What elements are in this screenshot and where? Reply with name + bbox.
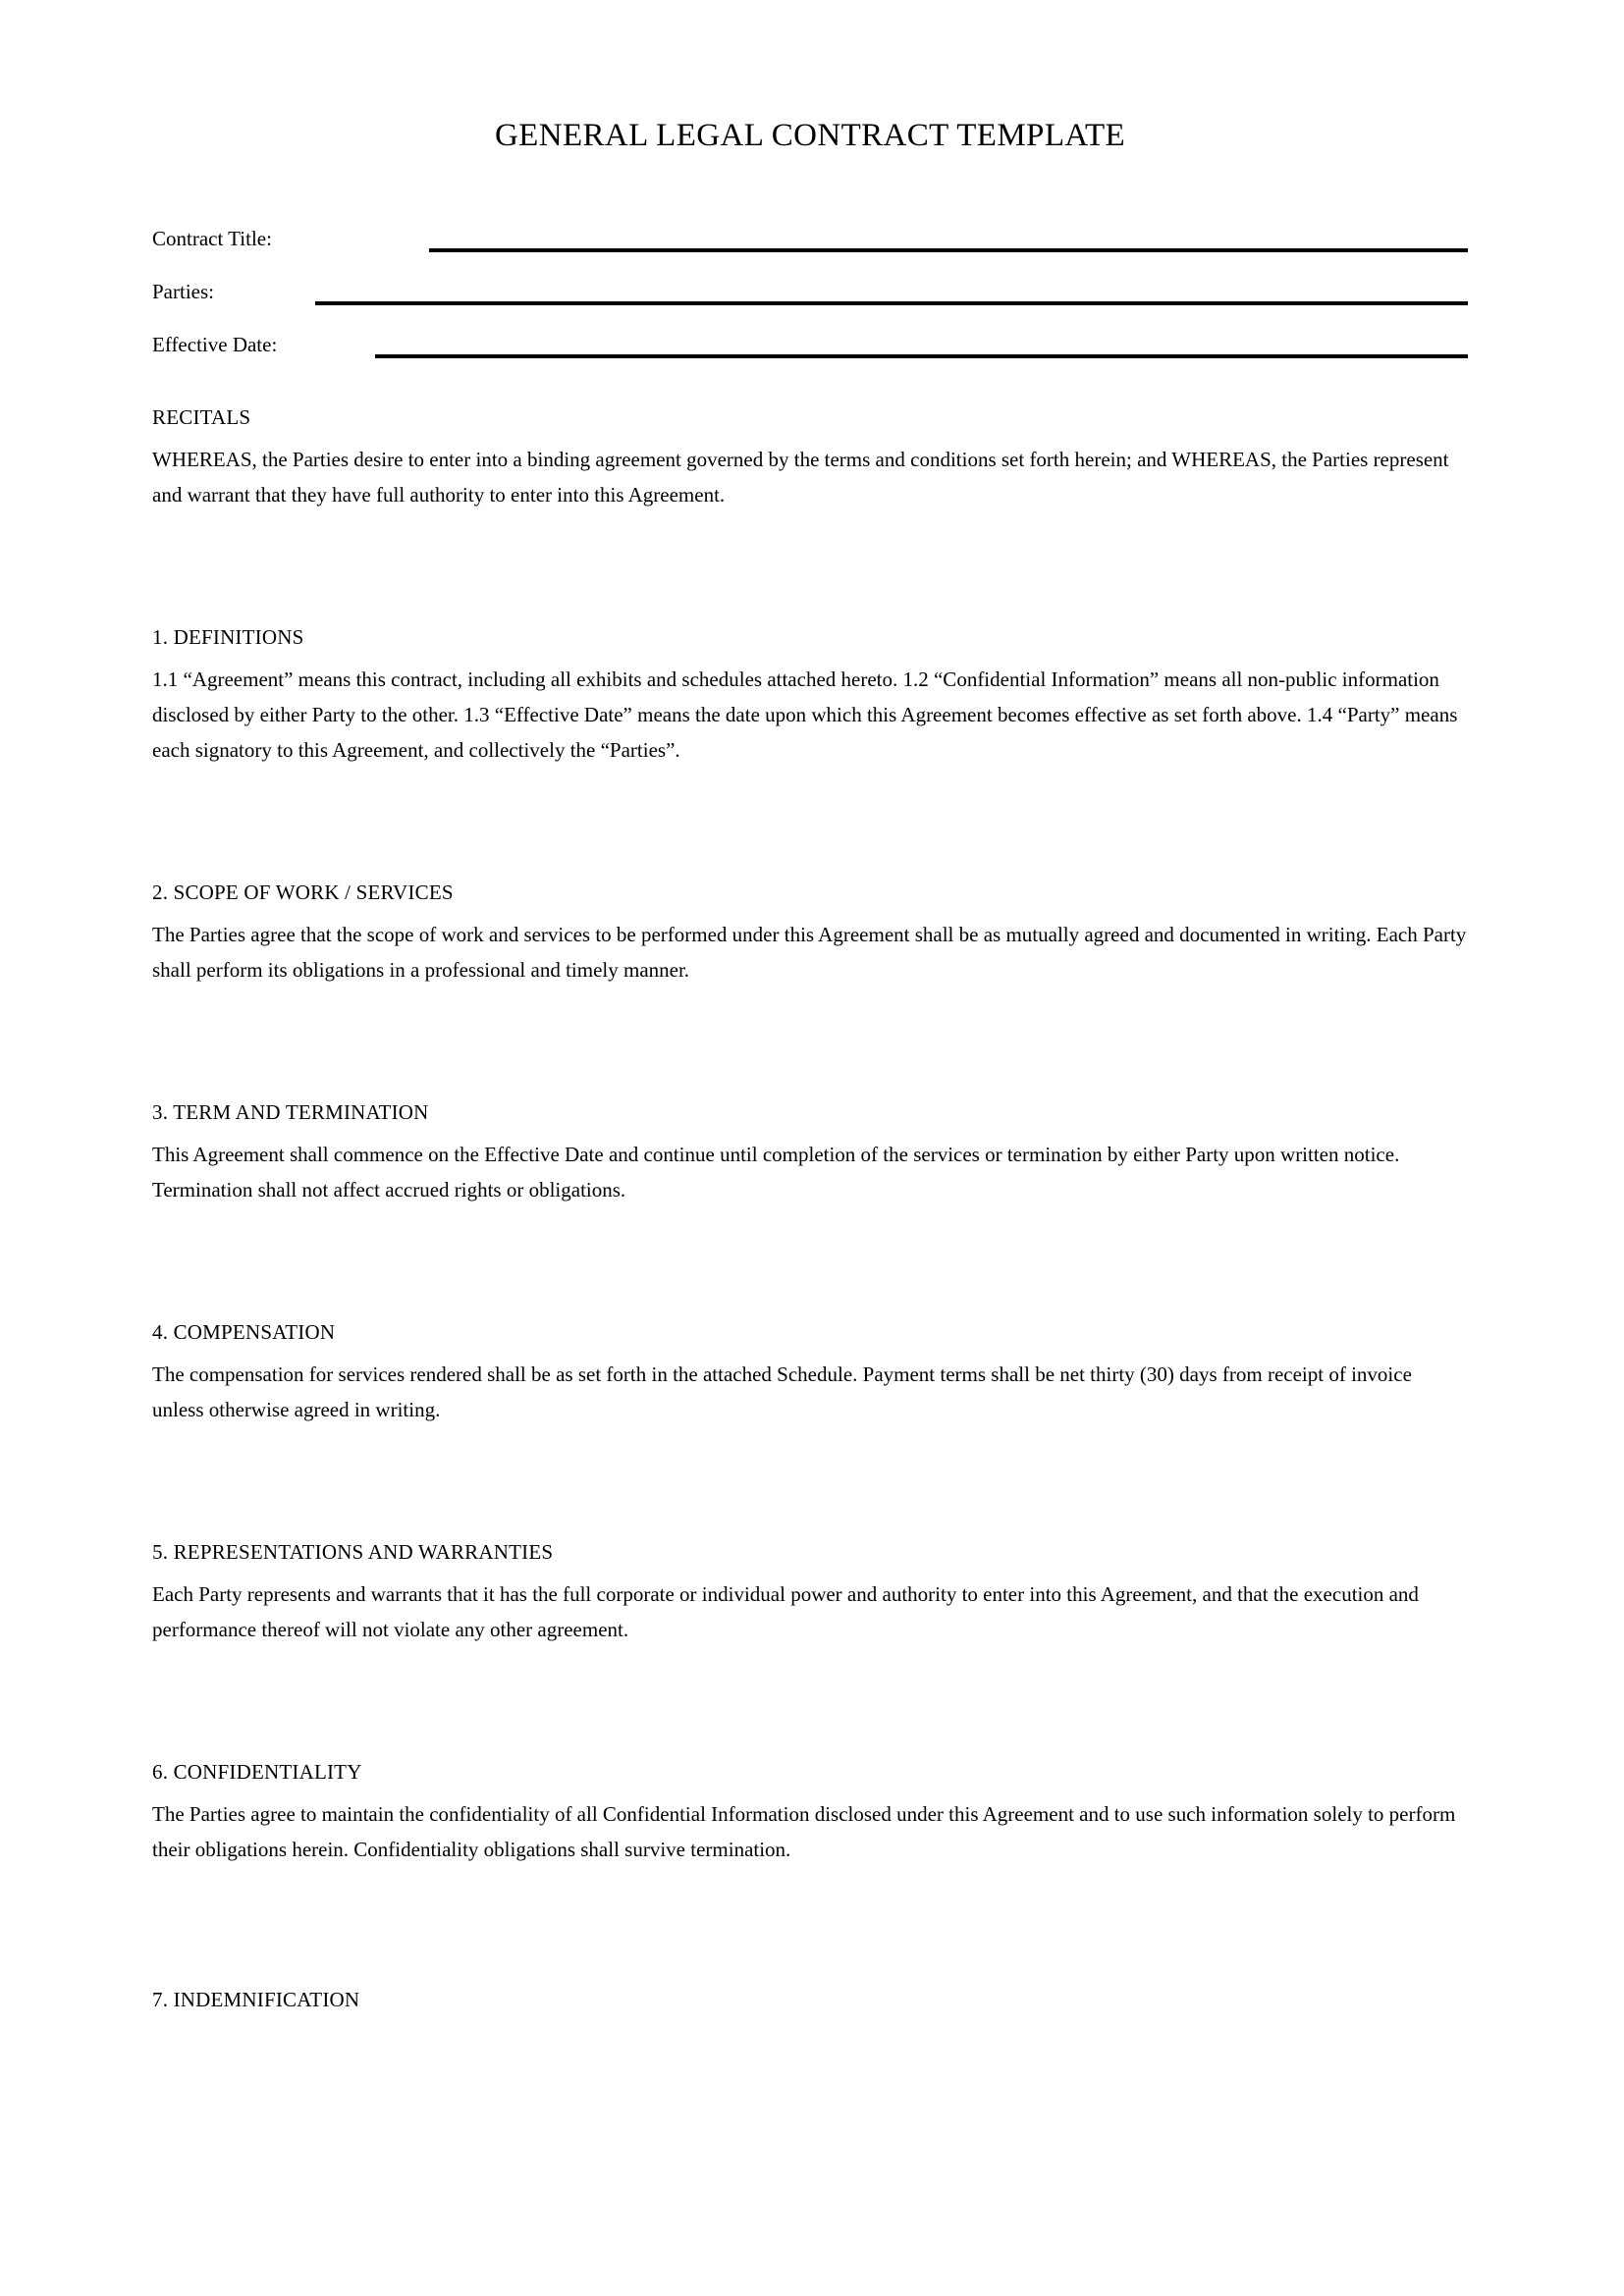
section-body-definitions: 1.1 “Agreement” means this contract, including all exhibits and schedules attached hereto. 1.2 “Confidential Information” means all non-public information disclosed by either Party to the other. 1.3 “Effective Date” means the date upon which this Agreement becomes effective as set forth above. 1.4 “Party” means each signatory to this Agreement, and collectively the “Parties”. (152, 667, 1458, 762)
section-heading-scope-of-work: 2. SCOPE OF WORK / SERVICES (152, 880, 454, 904)
section-heading-confidentiality: 6. CONFIDENTIALITY (152, 1759, 362, 1784)
contract-title-label: Contract Title: (152, 226, 272, 250)
field-row-parties (152, 257, 1468, 310)
effective-date-input-rule[interactable] (375, 354, 1468, 358)
parties-input-rule[interactable] (315, 301, 1468, 305)
section-definitions (152, 622, 1468, 768)
parties-label: Parties: (152, 279, 214, 303)
section-indemnification (152, 1985, 1468, 2014)
section-body-representations-and-warranties: Each Party represents and warrants that it has the full corporate or individual power and authority to enter into this Agreement, and that the execution and performance thereof will not violate any other agreement. (152, 1581, 1419, 1641)
contract-title-input-rule[interactable] (429, 248, 1468, 252)
document-content (152, 0, 1468, 2024)
field-row-effective-date (152, 310, 1468, 363)
section-body-confidentiality: The Parties agree to maintain the confidentiality of all Confidential Information disclosed under this Agreement and to use such information solely to perform their obligations herein. Confidentiality obligations shall survive termination. (152, 1801, 1456, 1861)
section-body-compensation: The compensation for services rendered shall be as set forth in the attached Schedule. Payment terms shall be net thirty (30) days from receipt of invoice unless otherwise agreed in writing. (152, 1362, 1412, 1421)
section-heading-term-and-termination: 3. TERM AND TERMINATION (152, 1099, 429, 1124)
section-heading-indemnification: 7. INDEMNIFICATION (152, 1987, 360, 2011)
spacer (152, 512, 1468, 622)
section-heading-recitals: RECITALS (152, 404, 251, 429)
spacer (152, 1867, 1468, 1985)
section-body-recitals: WHEREAS, the Parties desire to enter into a binding agreement governed by the terms and conditions set forth herein; and WHEREAS, the Parties represent and warrant that they have full authority to enter into this Agreement. (152, 447, 1449, 507)
section-body-scope-of-work: The Parties agree that the scope of work and services to be performed under this Agreement shall be as mutually agreed and documented in writing. Each Party shall perform its obligations in a professional and timely manner. (152, 922, 1467, 982)
spacer (152, 1647, 1468, 1757)
effective-date-label: Effective Date: (152, 332, 278, 356)
spacer (152, 363, 1468, 402)
section-heading-representations-and-warranties: 5. REPRESENTATIONS AND WARRANTIES (152, 1539, 554, 1564)
section-heading-compensation: 4. COMPENSATION (152, 1319, 336, 1344)
spacer (152, 988, 1468, 1097)
section-heading-definitions: 1. DEFINITIONS (152, 624, 304, 649)
section-representations-and-warranties (152, 1537, 1468, 1647)
section-term-and-termination (152, 1097, 1468, 1207)
spacer (152, 1427, 1468, 1537)
section-compensation (152, 1317, 1468, 1427)
contract-fields (152, 204, 1468, 363)
spacer (152, 1207, 1468, 1317)
section-recitals (152, 402, 1468, 512)
page-title: GENERAL LEGAL CONTRACT TEMPLATE (494, 118, 1126, 153)
section-confidentiality (152, 1757, 1468, 1867)
field-row-contract-title (152, 204, 1468, 257)
section-body-term-and-termination: This Agreement shall commence on the Effective Date and continue until completion of the services or termination by either Party upon written notice. Termination shall not affect accrued rights or obligations. (152, 1142, 1400, 1201)
spacer (152, 768, 1468, 878)
section-scope-of-work (152, 878, 1468, 988)
